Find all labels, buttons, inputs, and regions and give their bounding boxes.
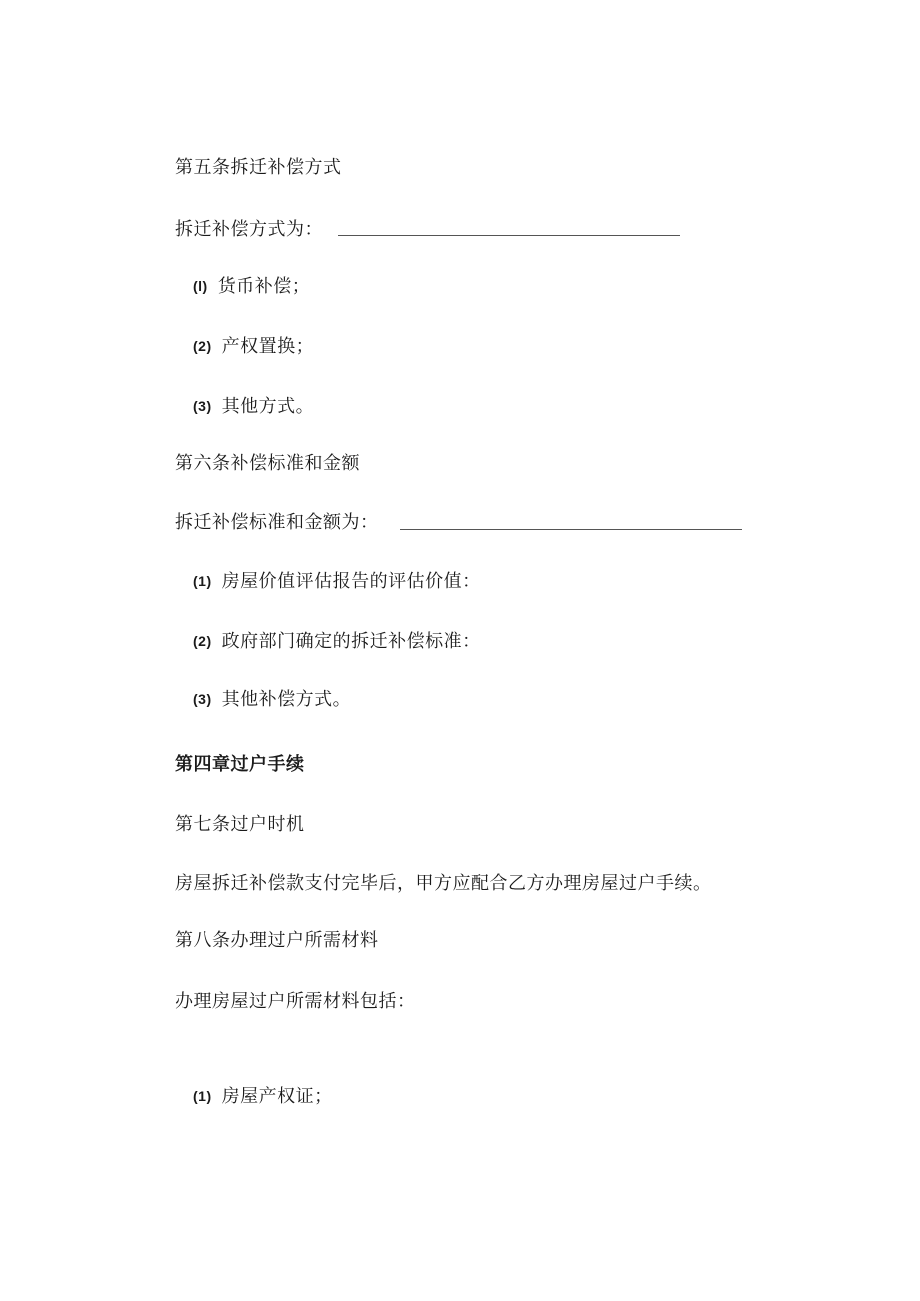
article-7-title: 第七条过户时机 xyxy=(175,814,305,835)
article-7-body: 房屋拆迁补偿款支付完毕后，甲方应配合乙方办理房屋过户手续。 xyxy=(175,873,712,894)
option-number: (1) xyxy=(193,573,212,589)
option-number: (3) xyxy=(193,691,212,707)
article-5-prompt: 拆迁补偿方式为： xyxy=(175,219,323,240)
article-8-title: 第八条办理过户所需材料 xyxy=(175,930,379,951)
article-6-prompt: 拆迁补偿标准和金额为： xyxy=(175,512,379,533)
option-number: (l) xyxy=(193,278,208,294)
article-8-prompt: 办理房屋过户所需材料包括： xyxy=(175,991,416,1012)
option-text: 产权置换； xyxy=(221,336,315,357)
chapter-4-heading: 第四章过户手续 xyxy=(175,754,305,775)
option-number: (3) xyxy=(193,398,212,414)
option-text: 货币补偿； xyxy=(217,276,311,297)
article-5-fill-blank xyxy=(338,235,680,236)
article-6-option-1 xyxy=(193,569,481,594)
article-6-option-2 xyxy=(193,629,481,654)
option-text: 政府部门确定的拆迁补偿标准： xyxy=(221,631,481,652)
option-text: 其他补偿方式。 xyxy=(221,689,352,710)
option-text: 房屋价值评估报告的评估价值： xyxy=(221,571,481,592)
option-number: (2) xyxy=(193,338,212,354)
article-6-option-3 xyxy=(193,687,351,712)
option-number: (2) xyxy=(193,633,212,649)
article-5-option-1 xyxy=(193,274,310,299)
article-8-option-1 xyxy=(193,1084,333,1109)
option-text: 房屋产权证； xyxy=(221,1086,333,1107)
article-5-option-3 xyxy=(193,394,314,419)
article-5-option-2 xyxy=(193,334,314,359)
article-6-title: 第六条补偿标准和金额 xyxy=(175,453,360,474)
article-6-fill-blank xyxy=(400,529,742,530)
option-number: (1) xyxy=(193,1088,212,1104)
article-5-title: 第五条拆迁补偿方式 xyxy=(175,157,342,178)
option-text: 其他方式。 xyxy=(221,396,315,417)
